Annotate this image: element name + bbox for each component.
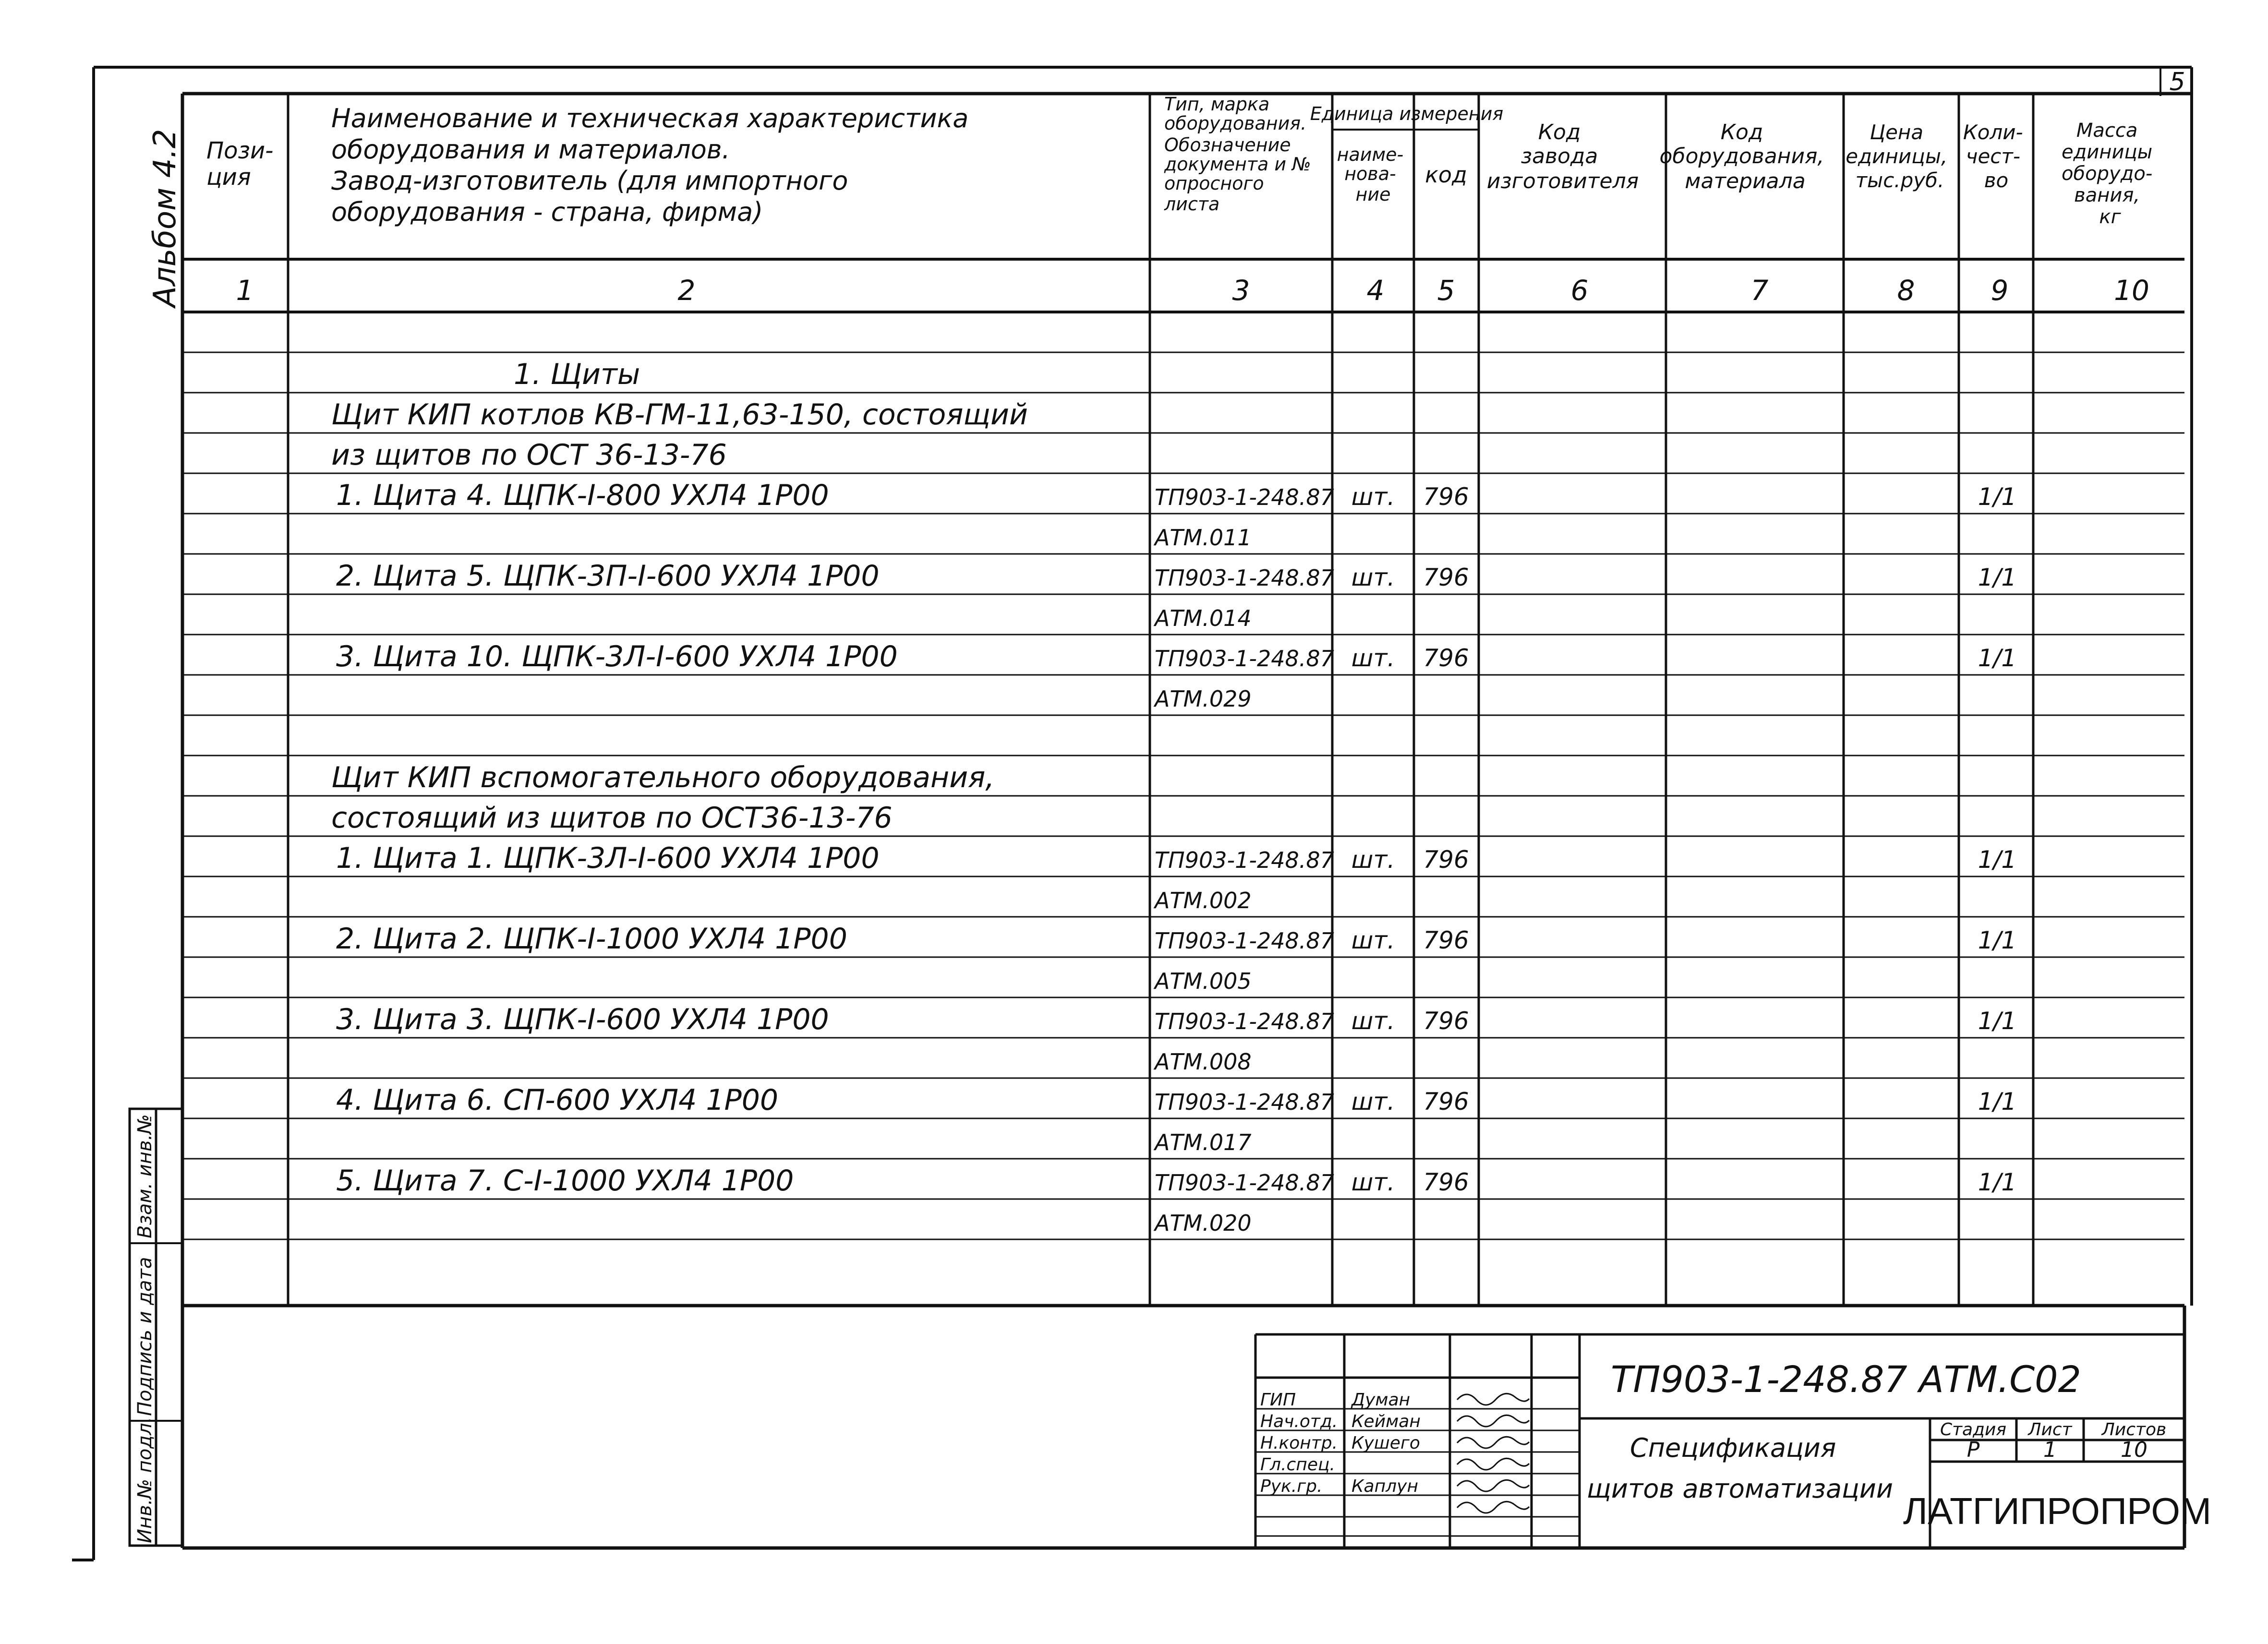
stamp-replacement-label: Взам. инв.№	[134, 1114, 156, 1238]
item-name: 1. Щита 4. ЩПК-I-800 УХЛ4 1Р00	[336, 479, 829, 512]
table-row	[182, 398, 2184, 433]
sheet-number: 5	[2169, 68, 2185, 96]
item-quantity: 1/1	[1978, 1007, 2017, 1035]
table-row	[182, 525, 2184, 554]
stage-value: Р	[1966, 1438, 1980, 1462]
header-type: Тип, марка оборудования. Обозначение документа и № опросного листа	[1164, 94, 1311, 215]
table-row	[182, 1129, 2184, 1159]
table-row	[182, 438, 2184, 473]
document-code: ТП903-1-248.87 АТМ.С02	[1611, 1358, 2081, 1401]
item-unit-name: шт.	[1351, 1168, 1395, 1196]
item-quantity: 1/1	[1978, 926, 2017, 954]
signature-row	[1260, 1476, 1529, 1496]
item-name: из щитов по ОСТ 36-13-76	[331, 438, 727, 472]
item-unit-code: 796	[1423, 926, 1469, 954]
item-type-designation: АТМ.014	[1155, 605, 1252, 631]
table-row	[182, 605, 2184, 635]
signature-row	[1457, 1501, 1529, 1513]
side-stamp	[130, 1109, 182, 1546]
stamp-signature-label: Подпись и дата	[134, 1257, 156, 1416]
header-unit-group: Единица измерения	[1310, 103, 1504, 124]
item-quantity: 1/1	[1978, 1088, 2017, 1116]
signature-row	[1260, 1412, 1529, 1431]
item-quantity: 1/1	[1978, 564, 2017, 591]
column-number: 10	[2114, 274, 2149, 307]
table-row	[182, 686, 2184, 715]
document-title-line2: щитов автоматизации	[1587, 1474, 1893, 1504]
spec-table-body	[182, 352, 2184, 1239]
signature-scribble	[1457, 1415, 1529, 1427]
item-quantity: 1/1	[1978, 644, 2017, 672]
item-quantity: 1/1	[1978, 846, 2017, 874]
title-block	[1255, 1334, 2211, 1548]
item-unit-name: шт.	[1351, 926, 1395, 954]
column-number: 2	[677, 274, 696, 307]
signature-scribble	[1457, 1501, 1529, 1513]
document-title-line1: Спецификация	[1630, 1433, 1836, 1463]
column-number: 4	[1366, 274, 1385, 307]
signature-name: Кейман	[1351, 1412, 1421, 1431]
signature-scribble	[1457, 1480, 1529, 1491]
item-type-designation: ТП903-1-248.87	[1155, 484, 1334, 510]
table-row	[182, 922, 2184, 957]
table-row	[182, 801, 2184, 836]
item-unit-name: шт.	[1351, 564, 1395, 591]
organization-name: ЛАТГИПРОПРОМ	[1903, 1490, 2212, 1532]
header-equipment-code: Код оборудования, материала	[1659, 120, 1824, 193]
item-name: Щит КИП котлов КВ-ГМ-11,63-150, состоящий	[331, 398, 1028, 432]
stage-label: Стадия	[1940, 1420, 2007, 1440]
table-row	[182, 761, 2184, 796]
header-unit-code: код	[1425, 162, 1467, 188]
signature-row	[1260, 1455, 1529, 1475]
item-unit-code: 796	[1423, 1168, 1469, 1196]
signature-name: Кушего	[1351, 1433, 1420, 1453]
table-row	[182, 559, 2184, 594]
table-row	[182, 1164, 2184, 1199]
signature-name: Каплун	[1351, 1476, 1419, 1496]
header-unit-name: наиме- нова- ние	[1337, 144, 1404, 205]
header-name: Наименование и техническая характеристика оборудования и материалов. Завод-изготовитель (для импортного оборудования - страна, фирма)	[331, 103, 969, 227]
column-numbers-row	[236, 274, 2149, 307]
table-row	[182, 640, 2184, 675]
item-type-designation: АТМ.002	[1155, 888, 1252, 913]
item-name: 1. Щита 1. ЩПК-3Л-I-600 УХЛ4 1Р00	[336, 841, 880, 875]
item-unit-code: 796	[1423, 846, 1469, 874]
sheet-value: 1	[2043, 1438, 2057, 1462]
item-unit-code: 796	[1423, 644, 1469, 672]
table-header	[206, 94, 2159, 228]
item-unit-name: шт.	[1351, 483, 1395, 511]
signature-row	[1260, 1390, 1529, 1410]
column-number: 3	[1232, 274, 1250, 307]
item-name: 2. Щита 5. ЩПК-3П-I-600 УХЛ4 1Р00	[336, 559, 880, 593]
table-row	[182, 1003, 2184, 1038]
item-unit-code: 796	[1423, 564, 1469, 591]
item-type-designation: ТП903-1-248.87	[1155, 1008, 1334, 1034]
signature-name: Думан	[1351, 1390, 1411, 1410]
item-name: состоящий из щитов по ОСТ36-13-76	[331, 801, 893, 835]
column-number: 7	[1750, 274, 1769, 307]
signature-scribble	[1457, 1458, 1529, 1470]
signature-scribble	[1457, 1393, 1529, 1405]
sheets-label: Листов	[2101, 1420, 2167, 1440]
item-type-designation: АТМ.020	[1155, 1210, 1252, 1236]
item-name: 5. Щита 7. С-I-1000 УХЛ4 1Р00	[336, 1164, 794, 1198]
item-name: 2. Щита 2. ЩПК-I-1000 УХЛ4 1Р00	[336, 922, 847, 956]
column-number: 6	[1570, 274, 1589, 307]
item-type-designation: АТМ.011	[1155, 525, 1252, 551]
item-type-designation: АТМ.005	[1155, 968, 1252, 994]
item-name: 3. Щита 3. ЩПК-I-600 УХЛ4 1Р00	[336, 1003, 829, 1036]
item-type-designation: ТП903-1-248.87	[1155, 847, 1334, 873]
sheets-value: 10	[2121, 1438, 2147, 1462]
column-number: 8	[1897, 274, 1915, 307]
column-number: 5	[1437, 274, 1455, 307]
signature-role: Гл.спец.	[1260, 1455, 1335, 1475]
signature-role: Нач.отд.	[1260, 1412, 1338, 1431]
stamp-inventory-label: Инв.№ подл.	[134, 1416, 156, 1543]
item-quantity: 1/1	[1978, 1168, 2017, 1196]
item-type-designation: ТП903-1-248.87	[1155, 565, 1334, 591]
item-type-designation: ТП903-1-248.87	[1155, 1089, 1334, 1115]
table-row	[182, 841, 2184, 876]
item-name: 4. Щита 6. СП-600 УХЛ4 1Р00	[336, 1083, 779, 1117]
column-number: 1	[236, 274, 254, 307]
signature-role: ГИП	[1260, 1390, 1296, 1410]
table-row	[182, 358, 2184, 393]
item-name: 3. Щита 10. ЩПК-3Л-I-600 УХЛ4 1Р00	[336, 640, 898, 673]
signature-role: Рук.гр.	[1260, 1476, 1323, 1496]
sheet-label: Лист	[2028, 1420, 2072, 1440]
table-row	[182, 888, 2184, 917]
header-position: Пози- ция	[206, 137, 274, 191]
column-number: 9	[1991, 274, 2009, 307]
item-type-designation: АТМ.008	[1155, 1049, 1252, 1075]
signature-scribble	[1457, 1437, 1529, 1448]
signature-role: Н.контр.	[1260, 1433, 1338, 1453]
table-row	[182, 1049, 2184, 1078]
item-name: 1. Щиты	[514, 358, 640, 391]
table-row	[182, 1210, 2184, 1239]
header-manufacturer-code: Код завода изготовителя	[1486, 120, 1639, 193]
item-unit-name: шт.	[1351, 1088, 1395, 1116]
header-mass: Масса единицы оборудо- вания, кг	[2062, 120, 2153, 228]
table-row	[182, 1083, 2184, 1118]
item-unit-code: 796	[1423, 483, 1469, 511]
item-name: Щит КИП вспомогательного оборудования,	[331, 761, 995, 794]
item-unit-code: 796	[1423, 1007, 1469, 1035]
signature-row	[1260, 1433, 1529, 1453]
item-type-designation: ТП903-1-248.87	[1155, 1170, 1334, 1196]
table-row	[182, 479, 2184, 514]
table-row	[182, 968, 2184, 997]
item-unit-name: шт.	[1351, 644, 1395, 672]
item-type-designation: ТП903-1-248.87	[1155, 646, 1334, 672]
item-unit-name: шт.	[1351, 846, 1395, 874]
item-unit-name: шт.	[1351, 1007, 1395, 1035]
header-quantity: Коли- чест- во	[1963, 120, 2023, 192]
item-unit-code: 796	[1423, 1088, 1469, 1116]
item-type-designation: ТП903-1-248.87	[1155, 928, 1334, 954]
header-price: Цена единицы, тыс.руб.	[1846, 120, 1948, 192]
album-label: Альбом 4.2	[147, 129, 183, 307]
item-type-designation: АТМ.029	[1155, 686, 1252, 712]
item-type-designation: АТМ.017	[1155, 1129, 1252, 1155]
item-quantity: 1/1	[1978, 483, 2017, 511]
